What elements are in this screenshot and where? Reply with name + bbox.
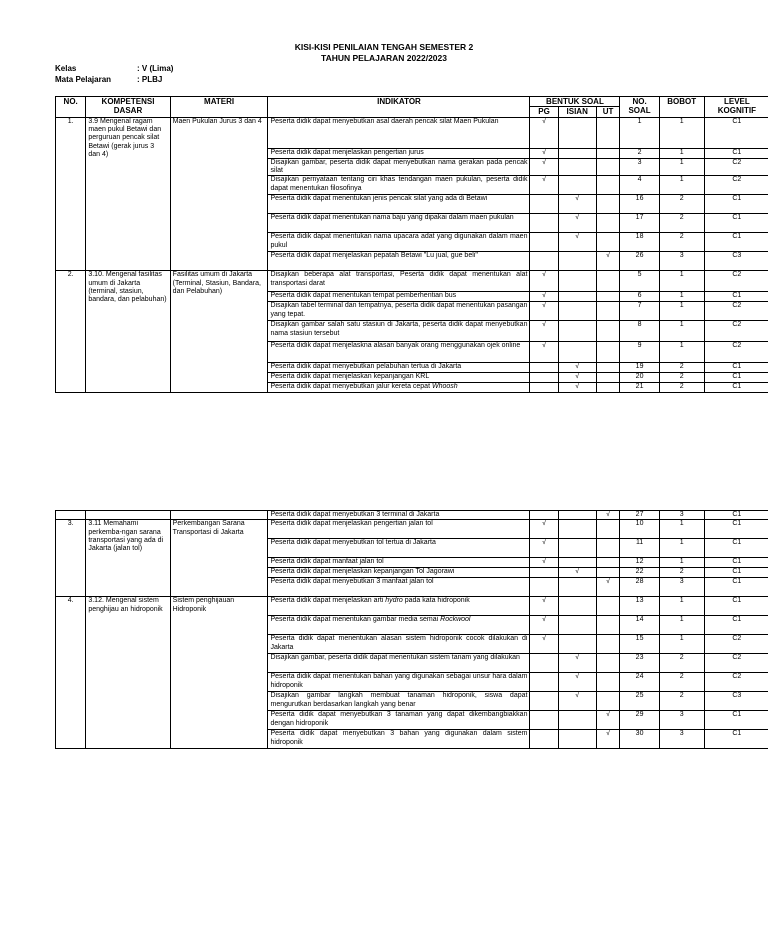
isian-check [558, 176, 596, 195]
italic-term: hydro [385, 597, 403, 605]
level-kognitif: C1 [704, 711, 768, 730]
no-soal: 26 [620, 252, 659, 271]
no-soal: 8 [620, 321, 659, 342]
no-soal: 29 [620, 711, 659, 730]
level-kognitif: C1 [704, 195, 768, 214]
isian-check: √ [558, 654, 596, 673]
ut-check [596, 158, 620, 176]
pg-check: √ [530, 148, 558, 158]
header-pg: PG [530, 107, 558, 117]
section-number: 4. [56, 597, 86, 749]
pg-check: √ [530, 117, 558, 148]
no-soal: 7 [620, 302, 659, 321]
bobot: 1 [659, 597, 704, 616]
bobot: 3 [659, 511, 704, 520]
ut-check [596, 233, 620, 252]
ut-check [596, 148, 620, 158]
level-kognitif: C1 [704, 730, 768, 749]
mapel-label: Mata Pelajaran [55, 75, 112, 84]
section-number: 3. [56, 520, 86, 597]
level-kognitif: C1 [704, 292, 768, 302]
bobot: 1 [659, 635, 704, 654]
ut-check [596, 673, 620, 692]
isian-check: √ [558, 383, 596, 393]
bobot: 2 [659, 195, 704, 214]
pg-check [530, 692, 558, 711]
level-kognitif: C2 [704, 176, 768, 195]
kompetensi-dasar: 3.10. Mengenal fasilitas umum di Jakarta (terminal, stasiun, bandara, dan pelabuhan) [86, 271, 170, 393]
isian-check [558, 597, 596, 616]
isian-check [558, 539, 596, 558]
table-row [56, 511, 768, 520]
materi: Sistem penghijauan Hidroponik [170, 597, 268, 749]
indikator: Peserta didik dapat menjelaskan kepanjangan Tol Jagorawi [268, 568, 530, 578]
pg-check [530, 730, 558, 749]
no-soal: 1 [620, 117, 659, 148]
indikator: Peserta didik dapat menjelaskna alasan banyak orang menggunakan ojek online [268, 342, 530, 363]
indikator: Peserta didik dapat menjelaskan pengertian jurus [268, 148, 530, 158]
no-soal: 15 [620, 635, 659, 654]
indikator: Peserta didik dapat menyebutkan 3 tanaman yang dapat dikembangbiakkan dengan hidroponik [268, 711, 530, 730]
isian-check [558, 292, 596, 302]
ut-check [596, 539, 620, 558]
pg-check: √ [530, 558, 558, 568]
header-ut: UT [596, 107, 620, 117]
level-kognitif: C1 [704, 578, 768, 597]
header-materi: MATERI [170, 97, 268, 118]
level-kognitif: C2 [704, 654, 768, 673]
ut-check [596, 321, 620, 342]
bobot: 2 [659, 654, 704, 673]
kompetensi-dasar: 3.9 Mengenal ragam maen pukul Betawi dan perguruan pencak silat Betawi (gerak jurus 3 dan 4) [86, 117, 170, 271]
ut-check: √ [596, 252, 620, 271]
pg-check [530, 373, 558, 383]
table-row [56, 271, 768, 292]
level-kognitif: C1 [704, 233, 768, 252]
no-soal: 22 [620, 568, 659, 578]
header-no: NO. [56, 97, 86, 118]
indikator: Peserta didik dapat menentukan gambar media semai Rockwool [268, 616, 530, 635]
isian-check [558, 578, 596, 597]
isian-check [558, 520, 596, 539]
pg-check [530, 252, 558, 271]
header-isian: ISIAN [558, 107, 596, 117]
indikator: Peserta didik dapat menyebutkan 3 terminal di Jakarta [268, 511, 530, 520]
ut-check [596, 271, 620, 292]
ut-check: √ [596, 711, 620, 730]
indikator: Disajikan pernyataan tentang ciri khas tendangan maen pukulan, peserta didik dapat menentukan filosofinya [268, 176, 530, 195]
pg-check: √ [530, 597, 558, 616]
indikator: Peserta didik dapat menentukan bahan yang digunakan sebagai unsur hara dalam hidroponik [268, 673, 530, 692]
indikator: Peserta didik dapat menjelaskan pepatah Betawi "Lu jual, gue beli" [268, 252, 530, 271]
kisi-kisi-table-2 [55, 510, 768, 749]
pg-check [530, 568, 558, 578]
pg-check: √ [530, 342, 558, 363]
bobot: 1 [659, 117, 704, 148]
level-kognitif: C2 [704, 635, 768, 654]
no-soal: 5 [620, 271, 659, 292]
bobot: 2 [659, 373, 704, 383]
header-kompetensi-dasar: KOMPETENSI DASAR [86, 97, 170, 118]
pg-check [530, 233, 558, 252]
pg-check [530, 383, 558, 393]
level-kognitif: C1 [704, 373, 768, 383]
kisi-kisi-table-1 [55, 96, 768, 393]
document-title: KISI-KISI PENILAIAN TENGAH SEMESTER 2 [294, 42, 474, 52]
pg-check [530, 363, 558, 373]
bobot: 2 [659, 233, 704, 252]
pg-check [530, 511, 558, 520]
isian-check [558, 252, 596, 271]
level-kognitif: C2 [704, 321, 768, 342]
ut-check [596, 373, 620, 383]
ut-check [596, 302, 620, 321]
table-row [56, 117, 768, 148]
italic-term: Rockwool [440, 616, 471, 624]
bobot: 1 [659, 158, 704, 176]
table-row [56, 597, 768, 616]
ut-check: √ [596, 578, 620, 597]
pg-check [530, 711, 558, 730]
header-indikator: INDIKATOR [268, 97, 530, 118]
no-soal: 3 [620, 158, 659, 176]
kelas-value: : V (Lima) [137, 64, 174, 73]
ut-check [596, 292, 620, 302]
indikator: Disajikan gambar langkah membuat tanaman hidroponik, siswa dapat mengurutkan berdasarkan langkah yang benar [268, 692, 530, 711]
level-kognitif: C1 [704, 597, 768, 616]
no-soal: 11 [620, 539, 659, 558]
isian-check: √ [558, 214, 596, 233]
isian-check: √ [558, 195, 596, 214]
pg-check: √ [530, 539, 558, 558]
indikator: Peserta didik dapat menjelaskan arti hydro pada kata hidroponik [268, 597, 530, 616]
isian-check [558, 558, 596, 568]
pg-check: √ [530, 635, 558, 654]
kompetensi-dasar: 3.12. Mengenal sistem penghijau an hidroponik [86, 597, 170, 749]
isian-check [558, 271, 596, 292]
indikator: Disajikan tabel terminal dan tempatnya, peserta didik dapat menentukan pasangan yang tepat. [268, 302, 530, 321]
level-kognitif: C2 [704, 158, 768, 176]
bobot: 2 [659, 383, 704, 393]
no-soal: 14 [620, 616, 659, 635]
level-kognitif: C3 [704, 252, 768, 271]
pg-check: √ [530, 158, 558, 176]
bobot: 1 [659, 292, 704, 302]
ut-check [596, 520, 620, 539]
bobot: 3 [659, 578, 704, 597]
indikator: Disajikan beberapa alat transportasi, Peserta didik dapat menentukan alat transportasi darat [268, 271, 530, 292]
kelas-label: Kelas [55, 64, 77, 73]
isian-check: √ [558, 692, 596, 711]
pg-check: √ [530, 176, 558, 195]
bobot: 2 [659, 692, 704, 711]
materi: Maen Pukulan Jurus 3 dan 4 [170, 117, 268, 271]
no-soal: 28 [620, 578, 659, 597]
no-soal: 19 [620, 363, 659, 373]
isian-check [558, 148, 596, 158]
document-subtitle: TAHUN PELAJARAN 2022/2023 [321, 53, 447, 63]
isian-check [558, 158, 596, 176]
isian-check: √ [558, 673, 596, 692]
isian-check [558, 302, 596, 321]
level-kognitif: C2 [704, 271, 768, 292]
indikator: Disajikan gambar, peserta didik dapat menyebutkan nama gerakan pada pencak silat [268, 158, 530, 176]
pg-check: √ [530, 292, 558, 302]
ut-check: √ [596, 730, 620, 749]
indikator: Peserta didik dapat menyebutkan asal daerah pencak silat Maen Pukulan [268, 117, 530, 148]
indikator: Disajikan gambar, peserta didik dapat menentukan sistem tanam yang dilakukan [268, 654, 530, 673]
bobot: 1 [659, 148, 704, 158]
indikator: Peserta didik dapat menentukan alasan sistem hidroponik cocok dilakukan di Jakarta [268, 635, 530, 654]
bobot: 1 [659, 342, 704, 363]
level-kognitif: C1 [704, 520, 768, 539]
pg-check [530, 673, 558, 692]
isian-check [558, 321, 596, 342]
indikator: Peserta didik dapat menyebutkan 3 bahan yang digunakan dalam sistem hidroponik [268, 730, 530, 749]
no-soal: 6 [620, 292, 659, 302]
ut-check [596, 597, 620, 616]
isian-check [558, 511, 596, 520]
bobot: 1 [659, 520, 704, 539]
ut-check [596, 635, 620, 654]
no-soal: 23 [620, 654, 659, 673]
isian-check [558, 117, 596, 148]
ut-check [596, 176, 620, 195]
bobot: 3 [659, 252, 704, 271]
bobot: 2 [659, 568, 704, 578]
isian-check [558, 711, 596, 730]
ut-check [596, 383, 620, 393]
isian-check: √ [558, 373, 596, 383]
level-kognitif: C3 [704, 692, 768, 711]
pg-check [530, 195, 558, 214]
indikator: Peserta didik dapat menentukan nama baju yang dipakai dalam maen pukulan [268, 214, 530, 233]
level-kognitif: C1 [704, 558, 768, 568]
header-level-kognitif: LEVEL KOGNITIF [704, 97, 768, 118]
bobot: 1 [659, 539, 704, 558]
pg-check [530, 654, 558, 673]
bobot: 1 [659, 302, 704, 321]
no-soal: 20 [620, 373, 659, 383]
no-soal: 21 [620, 383, 659, 393]
isian-check: √ [558, 233, 596, 252]
level-kognitif: C1 [704, 363, 768, 373]
bobot: 1 [659, 271, 704, 292]
bobot: 1 [659, 616, 704, 635]
indikator: Disajikan gambar salah satu stasiun di Jakarta, peserta didik dapat menyebutkan nama stasiun tersebut [268, 321, 530, 342]
no-soal: 30 [620, 730, 659, 749]
ut-check [596, 342, 620, 363]
ut-check [596, 117, 620, 148]
ut-check [596, 558, 620, 568]
header-no-soal: NO. SOAL [620, 97, 659, 118]
bobot: 1 [659, 558, 704, 568]
isian-check [558, 616, 596, 635]
indikator: Peserta didik dapat menyebutkan jalur kereta cepat Whoosh [268, 383, 530, 393]
ut-check [596, 195, 620, 214]
level-kognitif: C1 [704, 214, 768, 233]
ut-check [596, 616, 620, 635]
no-soal: 12 [620, 558, 659, 568]
no-soal: 18 [620, 233, 659, 252]
no-soal: 25 [620, 692, 659, 711]
isian-check [558, 635, 596, 654]
pg-check: √ [530, 520, 558, 539]
section-number: 1. [56, 117, 86, 271]
bobot: 2 [659, 673, 704, 692]
bobot: 3 [659, 711, 704, 730]
indikator: Peserta didik dapat menentukan nama upacara adat yang digunakan dalam maen pukul [268, 233, 530, 252]
indikator: Peserta didik dapat menentukan tempat pemberhentian bus [268, 292, 530, 302]
italic-term: Whoosh [431, 383, 458, 391]
level-kognitif: C1 [704, 539, 768, 558]
section-number [56, 511, 86, 520]
level-kognitif: C1 [704, 511, 768, 520]
isian-check: √ [558, 363, 596, 373]
materi [170, 511, 268, 520]
bobot: 2 [659, 214, 704, 233]
no-soal: 13 [620, 597, 659, 616]
ut-check [596, 692, 620, 711]
level-kognitif: C1 [704, 616, 768, 635]
indikator: Peserta didik dapat menyebutkan tol tertua di Jakarta [268, 539, 530, 558]
indikator: Peserta didik dapat menentukan jenis pencak silat yang ada di Betawi [268, 195, 530, 214]
isian-check [558, 342, 596, 363]
pg-check: √ [530, 616, 558, 635]
level-kognitif: C1 [704, 383, 768, 393]
no-soal: 27 [620, 511, 659, 520]
indikator: Peserta didik dapat menyebutkan 3 manfaat jalan tol [268, 578, 530, 597]
no-soal: 4 [620, 176, 659, 195]
level-kognitif: C2 [704, 342, 768, 363]
no-soal: 16 [620, 195, 659, 214]
pg-check: √ [530, 302, 558, 321]
ut-check: √ [596, 511, 620, 520]
materi: Perkembangan Sarana Transportasi di Jakarta [170, 520, 268, 597]
pg-check [530, 214, 558, 233]
materi: Fasilitas umum di Jakarta (Terminal, Stasiun, Bandara, dan Pelabuhan) [170, 271, 268, 393]
level-kognitif: C1 [704, 148, 768, 158]
ut-check [596, 214, 620, 233]
level-kognitif: C2 [704, 673, 768, 692]
pg-check [530, 578, 558, 597]
table-row [56, 520, 768, 539]
isian-check [558, 730, 596, 749]
header-bobot: BOBOT [659, 97, 704, 118]
indikator: Peserta didik dapat menjelaskan kepanjangan KRL [268, 373, 530, 383]
no-soal: 24 [620, 673, 659, 692]
kompetensi-dasar: 3.11 Memahami perkemba-ngan sarana transportasi yang ada di Jakarta (jalan tol) [86, 520, 170, 597]
isian-check: √ [558, 568, 596, 578]
section-number: 2. [56, 271, 86, 393]
level-kognitif: C1 [704, 117, 768, 148]
ut-check [596, 363, 620, 373]
no-soal: 17 [620, 214, 659, 233]
bobot: 2 [659, 363, 704, 373]
no-soal: 2 [620, 148, 659, 158]
bobot: 1 [659, 321, 704, 342]
bobot: 1 [659, 176, 704, 195]
ut-check [596, 654, 620, 673]
level-kognitif: C1 [704, 568, 768, 578]
kompetensi-dasar [86, 511, 170, 520]
indikator: Peserta didik dapat manfaat jalan tol [268, 558, 530, 568]
bobot: 3 [659, 730, 704, 749]
pg-check: √ [530, 321, 558, 342]
pg-check: √ [530, 271, 558, 292]
no-soal: 10 [620, 520, 659, 539]
indikator: Peserta didik dapat menyebutkan pelabuhan tertua di Jakarta [268, 363, 530, 373]
ut-check [596, 568, 620, 578]
no-soal: 9 [620, 342, 659, 363]
level-kognitif: C2 [704, 302, 768, 321]
header-bentuk-soal: BENTUK SOAL [530, 97, 620, 107]
indikator: Peserta didik dapat menjelaskan pengertian jalan tol [268, 520, 530, 539]
mapel-value: : PLBJ [137, 75, 163, 84]
